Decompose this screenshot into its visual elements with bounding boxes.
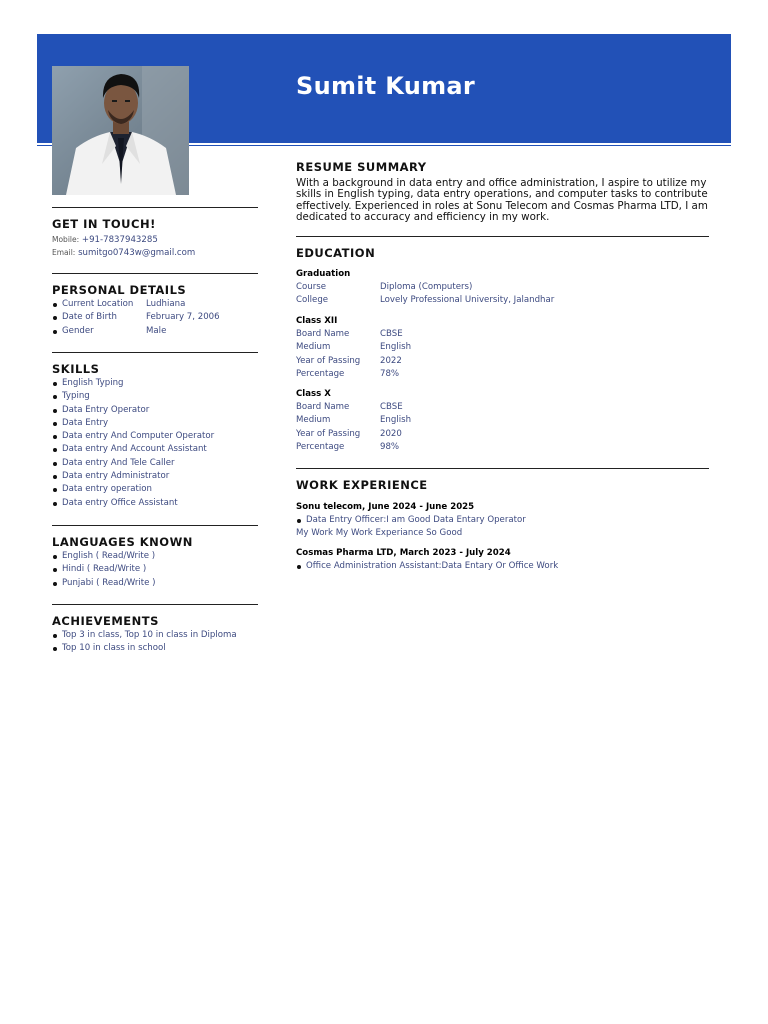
contact-email <box>52 246 195 260</box>
email-label: Email: <box>52 248 76 257</box>
list-item: Typing <box>52 390 214 403</box>
list-item: Data entry Administrator <box>52 470 214 483</box>
divider <box>52 352 258 353</box>
list-item: Data entry And Tele Caller <box>52 457 214 470</box>
list-item: Data Entry Officer:I am Good Data Entary Operator <box>296 514 526 527</box>
mobile-value[interactable]: +91-7837943285 <box>81 235 158 245</box>
list-item: Current Location Ludhiana <box>52 298 220 311</box>
mobile-label: Mobile: <box>52 235 80 244</box>
edu-row: Percentage 78% <box>296 369 400 380</box>
job-sonu-telecom <box>296 500 526 541</box>
list-item: English Typing <box>52 377 214 390</box>
divider <box>52 525 258 526</box>
achievements-list <box>52 629 237 656</box>
class-x-title: Class X <box>296 389 331 399</box>
email-value[interactable]: sumitgo0743w@gmail.com <box>78 248 196 258</box>
education-class-xii <box>296 314 411 382</box>
list-item: Data Entry Operator <box>52 404 214 417</box>
education-graduation <box>296 267 554 308</box>
personal-list <box>52 298 220 338</box>
edu-row: Year of Passing 2022 <box>296 355 402 366</box>
languages-list <box>52 550 156 590</box>
edu-row: Year of Passing 2020 <box>296 428 402 439</box>
divider <box>52 207 258 208</box>
list-item: Data entry operation <box>52 483 214 496</box>
edu-row: Course Diploma (Computers) <box>296 282 473 292</box>
summary-heading: RESUME SUMMARY <box>296 160 427 174</box>
list-item: Top 3 in class, Top 10 in class in Diploma <box>52 629 237 642</box>
edu-row: Medium English <box>296 415 412 426</box>
divider <box>296 468 709 469</box>
edu-row: Medium English <box>296 342 412 353</box>
skills-list <box>52 377 214 510</box>
list-item: Data Entry <box>52 417 214 430</box>
list-item: Data entry And Computer Operator <box>52 430 214 443</box>
languages-heading: LANGUAGES KNOWN <box>52 535 193 549</box>
divider <box>52 604 258 605</box>
education-heading: EDUCATION <box>296 246 376 260</box>
divider <box>52 273 258 274</box>
personal-heading: PERSONAL DETAILS <box>52 283 187 297</box>
list-item: Punjabi ( Read/Write ) <box>52 577 156 590</box>
edu-row: Board Name CBSE <box>296 329 403 339</box>
class-xii-title: Class XII <box>296 316 338 326</box>
skills-heading: SKILLS <box>52 362 100 376</box>
contact-heading: GET IN TOUCH! <box>52 217 156 231</box>
achievements-heading: ACHIEVEMENTS <box>52 614 159 628</box>
job-title: Sonu telecom, June 2024 - June 2025 <box>296 502 475 512</box>
work-heading: WORK EXPERIENCE <box>296 478 428 492</box>
job-bullets <box>296 514 526 527</box>
profile-photo <box>52 66 189 195</box>
list-item: Office Administration Assistant:Data Entary Or Office Work <box>296 560 558 573</box>
job-bullets <box>296 560 558 573</box>
list-item: Date of Birth February 7, 2006 <box>52 311 220 324</box>
edu-row: College Lovely Professional University, Jalandhar <box>296 295 555 306</box>
list-item: Hindi ( Read/Write ) <box>52 563 156 576</box>
list-item: English ( Read/Write ) <box>52 550 156 563</box>
divider <box>296 236 709 237</box>
job-note: My Work My Work Experiance So Good <box>296 528 463 539</box>
list-item: Top 10 in class in school <box>52 642 237 655</box>
summary-text: With a background in data entry and office administration, I aspire to utilize my skills in English typing, data entry operations, and computer tasks to contribute effectively. Experienced in roles at Sonu Telecom and Cosmas Pharma LTD, I am dedicated to accuracy and efficiency in my work. <box>296 177 708 224</box>
job-title: Cosmas Pharma LTD, March 2023 - July 2024 <box>296 548 511 558</box>
edu-row: Board Name CBSE <box>296 402 403 412</box>
education-class-x <box>296 387 411 455</box>
candidate-name: Sumit Kumar <box>296 72 476 100</box>
list-item: Data entry Office Assistant <box>52 497 214 510</box>
job-cosmas-pharma <box>296 546 558 573</box>
edu-row: Percentage 98% <box>296 442 400 453</box>
list-item: Data entry And Account Assistant <box>52 443 214 456</box>
list-item: Gender Male <box>52 325 220 338</box>
graduation-title: Graduation <box>296 269 351 279</box>
